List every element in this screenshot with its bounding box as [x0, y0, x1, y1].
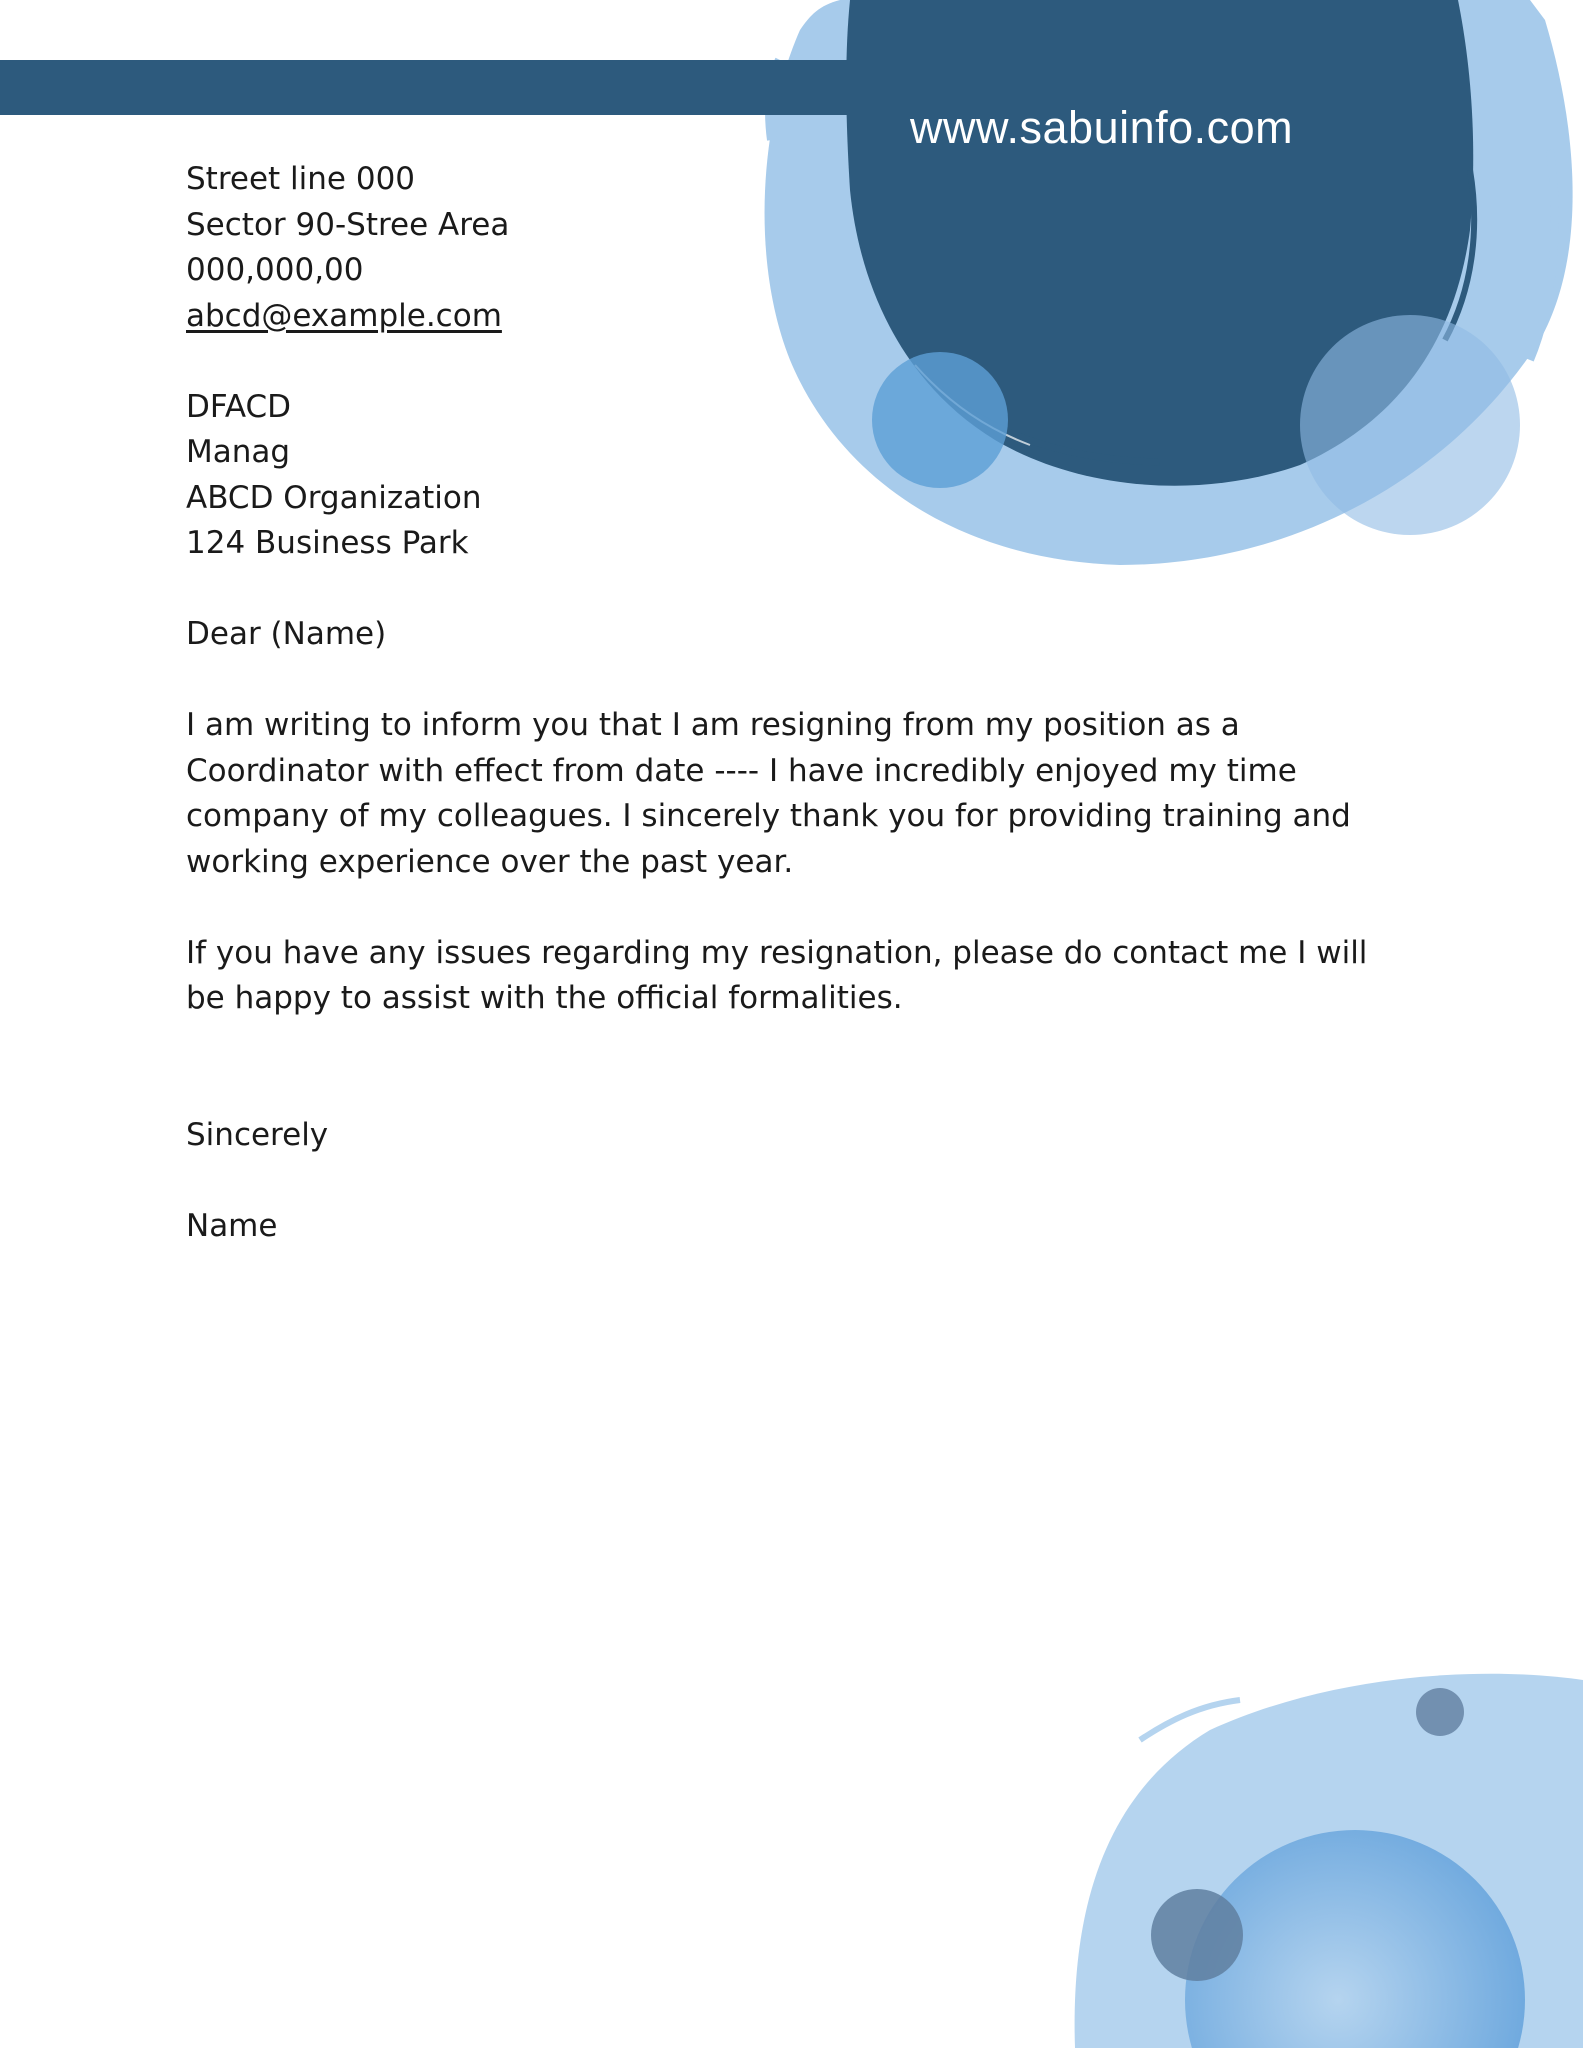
recipient-address: [186, 385, 1436, 567]
bottom-circle-decoration: [1075, 1674, 1583, 2048]
sender-email-link[interactable]: abcd@example.com: [186, 297, 502, 334]
sender-phone: 000,000,00: [186, 252, 364, 288]
paragraph-line: working experience over the past year.: [186, 843, 794, 880]
salutation: Dear (Name): [186, 616, 387, 652]
recipient-title: Manag: [186, 434, 291, 470]
paragraph-resignation: [186, 703, 1436, 885]
paragraph-line: I am writing to inform you that I am resigning from my position as a: [186, 707, 1240, 743]
recipient-organization: ABCD Organization: [186, 479, 482, 516]
letter-body: [186, 157, 1436, 1249]
closing: Sincerely: [186, 1116, 329, 1153]
paragraph-line: Coordinator with effect from date ---- I have incredibly enjoyed my time: [186, 752, 1297, 789]
recipient-address-line: 124 Business Park: [186, 525, 469, 561]
paragraph-line: If you have any issues regarding my resignation, please do contact me I will: [186, 934, 1368, 971]
paragraph-contact: [186, 931, 1436, 1022]
sender-address: [186, 157, 1436, 339]
website-url: www.sabuinfo.com: [910, 102, 1294, 153]
recipient-name: DFACD: [186, 388, 292, 425]
header-bar: [0, 60, 880, 115]
paragraph-line: company of my colleagues. I sincerely thank you for providing training and: [186, 798, 1351, 834]
sender-sector: Sector 90-Stree Area: [186, 206, 510, 243]
paragraph-line: be happy to assist with the official formalities.: [186, 980, 903, 1016]
signature-name: Name: [186, 1207, 278, 1244]
sender-street: Street line 000: [186, 161, 416, 197]
